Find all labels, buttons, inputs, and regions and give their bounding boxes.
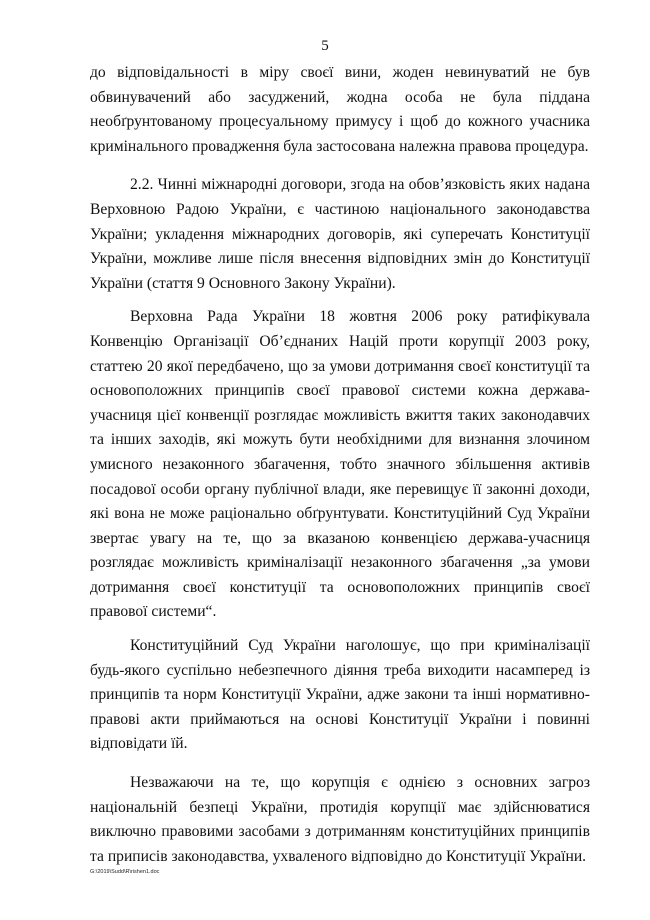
paragraph-international-treaties: 2.2. Чинні міжнародні договори, згода на обов’язковість яких надана Верховною Радою України, є частиною національного законодавства України; укладення міжнародних договорів, які суперечать Конституції України, можливе лише після внесення відповідних змін до Конституції України (стаття 9 Основного Закону України).: [90, 176, 590, 292]
document-body: [90, 61, 590, 869]
paragraph-un-convention: Верховна Рада України 18 жовтня 2006 року ратифікувала Конвенцію Організації Об’єднаних Націй проти корупції 2003 року, статтею 20 якої передбачено, що за умови дотримання своєї конституції та основоположних принципів своєї правової системи кожна держава-учасниця цієї конвенції розглядає можливість вжиття таких законодавчих та інших заходів, які можуть бути необхідними для визнання злочином умисного незаконного збагачення, тобто значного збільшення активів посадової особи органу публічної влади, яке перевищує її законні доходи, які вона не може раціонально обґрунтувати. Конституційний Суд України звертає увагу на те, що за вказаною конвенцією держава-учасниця розглядає можливість криміналізації незаконного збагачення „за умови дотримання своєї конституції та основоположних принципів своєї правової системи“.: [90, 308, 590, 621]
paragraph-anti-corruption: Незважаючи на те, що корупція є однією з основних загроз національній безпеці України, протидія корупції має здійснюватися виключно правовими засобами з дотриманням конституційних принципів та приписів законодавства, ухваленого відповідно до Конституції України.: [90, 774, 590, 865]
page-number: 5: [321, 38, 329, 54]
footer-file-path: G:\2019\Sudd\R\rishen1.doc: [90, 869, 160, 875]
paragraph-criminalization: Конституційний Суд України наголошує, що при криміналізації будь-якого суспільно небезпечного діяння треба виходити насамперед із принципів та норм Конституції України, адже закони та інші нормативно-правові акти приймаються на основі Конституції України і повинні відповідати їй.: [90, 637, 590, 753]
paragraph-continuation: до відповідальності в міру своєї вини, жоден невинуватий не був обвинувачений або засуджений, жодна особа не була піддана необґрунтованому процесуальному примусу і щоб до кожного учасника кримінального провадження була застосована належна правова процедура.: [90, 64, 590, 155]
